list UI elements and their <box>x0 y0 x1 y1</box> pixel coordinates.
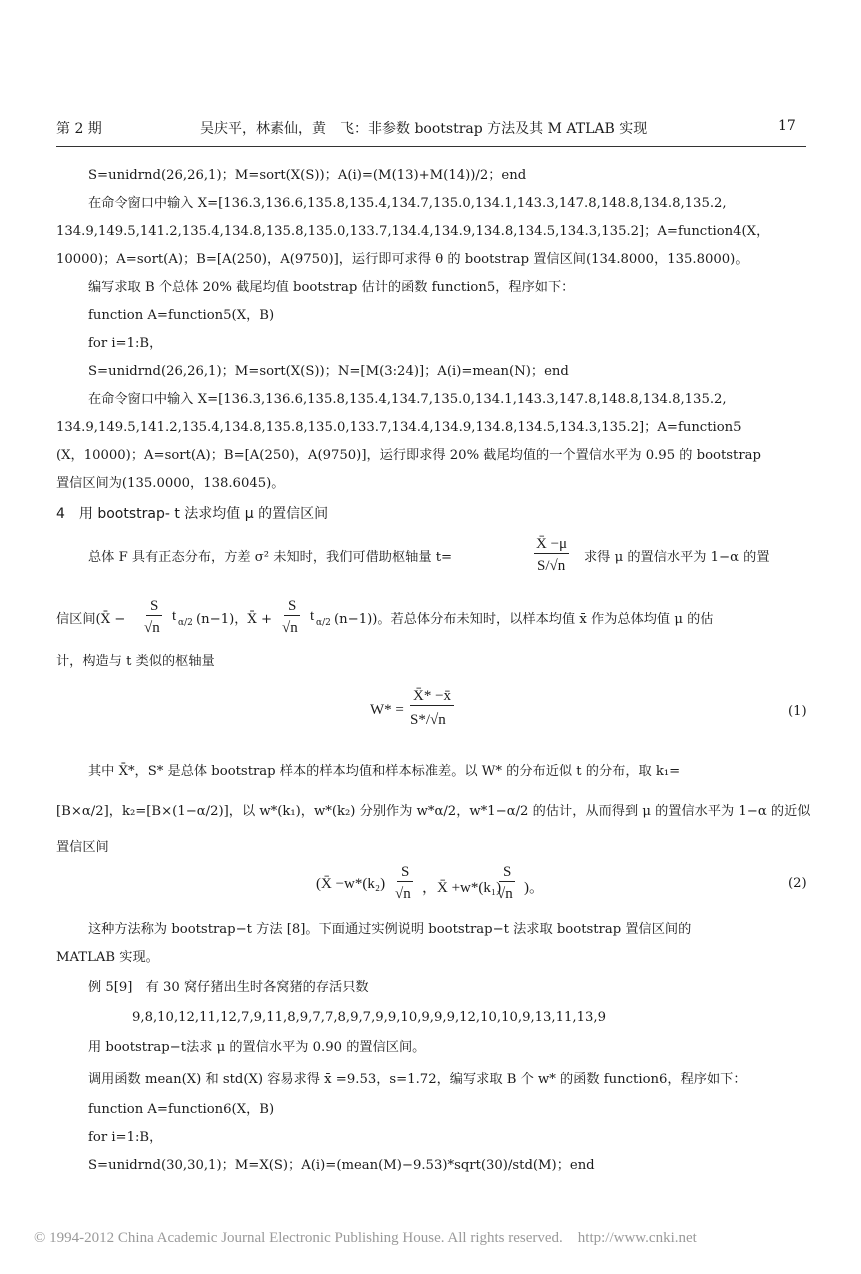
example-heading: 例 5[9] 有 30 窝仔猪出生时各窝猪的存活只数 <box>88 980 369 995</box>
running-title: 吴庆平，林素仙，黄 飞：非参数 bootstrap 方法及其 M ATLAB 实现 <box>200 121 648 137</box>
frac-den: √n <box>395 886 411 902</box>
code-line: for i=1:B， <box>88 336 163 351</box>
frac-den: √n <box>282 620 298 636</box>
paragraph-line: (X，10000)；A=sort(A)；B=[A(250)，A(9750)]，运行即求得 20% 截尾均值的一个置信水平为 0.95 的 bootstrap <box>56 448 761 463</box>
frac-num: S <box>397 864 413 882</box>
paragraph-line: 134.9,149.5,141.2,135.4,134.8,135.8,135.0,133.7,134.4,134.9,134.8,134.5,134.3,135.2]；A=function5 <box>56 420 742 435</box>
frac-num: S <box>284 598 300 616</box>
paragraph-line: 计，构造与 t 类似的枢轴量 <box>56 654 215 669</box>
code-line: function A=function5(X，B) <box>88 308 275 323</box>
eq1-lhs: W* = <box>370 702 404 718</box>
t-symbol: t <box>172 608 177 624</box>
paragraph-line: 编写求取 B 个总体 20% 截尾均值 bootstrap 估计的函数 function5，程序如下： <box>88 280 575 295</box>
paragraph-line: [B×α/2]，k₂=[B×(1−α/2)]，以 w*(k₁)，w*(k₂) 分别作为 w*α/2，w*1−α/2 的估计，从而得到 μ 的置信水平为 1−α 的近似 <box>56 804 811 819</box>
page-number: 17 <box>778 118 796 134</box>
code-line: for i=1:B， <box>88 1130 163 1145</box>
eq2-number: (2) <box>788 876 807 891</box>
code-line: S=unidrnd(30,30,1)；M=X(S)；A(i)=(mean(M)−9.53)*sqrt(30)/std(M)；end <box>88 1158 595 1173</box>
data-list: 9,8,10,12,11,12,7,9,11,8,9,7,7,8,9,7,9,9,10,9,9,9,12,10,10,9,13,11,13,9 <box>132 1010 606 1025</box>
paragraph-line: 这种方法称为 bootstrap−t 方法 [8]。下面通过实例说明 bootstrap−t 法求取 bootstrap 置信区间的 <box>88 922 692 937</box>
eq2-part-b: ，X̄ +w*(k₁) <box>422 880 502 896</box>
paragraph-line: 置信区间为(135.0000，138.6045)。 <box>56 476 285 491</box>
paragraph-line: 134.9,149.5,141.2,135.4,134.8,135.8,135.0,133.7,134.4,134.9,134.8,134.5,134.3,135.2]；A=function4(X， <box>56 224 770 239</box>
paragraph-line: 信区间(X̄ − <box>56 612 126 627</box>
eq2-part-a: (X̄ −w*(k₂) <box>316 876 386 892</box>
eq2-part-c: )。 <box>524 880 544 896</box>
paragraph-line: (n−1))。若总体分布未知时，以样本均值 x̄ 作为总体均值 μ 的估 <box>334 612 714 627</box>
paragraph-line: 在命令窗口中输入 X=[136.3,136.6,135.8,135.4,134.7,135.0,134.1,143.3,147.8,148.8,134.8,135.2, <box>88 392 727 407</box>
pivot-numerator: X̄ −μ <box>536 536 568 552</box>
t-subscript: α/2 <box>316 618 331 628</box>
paragraph-line: MATLAB 实现。 <box>56 950 159 965</box>
eq1-numerator: X̄* −x̄ <box>410 688 454 706</box>
frac-num: S <box>146 598 162 616</box>
issue-label: 第 2 期 <box>56 121 102 137</box>
t-symbol: t <box>310 608 315 624</box>
paragraph-line: 求得 μ 的置信水平为 1−α 的置 <box>584 550 770 565</box>
frac-den: √n <box>497 886 513 902</box>
eq1-denominator: S*/√n <box>410 712 446 728</box>
code-line: S=unidrnd(26,26,1)；M=sort(X(S))；A(i)=(M(13)+M(14))/2；end <box>88 168 527 183</box>
t-subscript: α/2 <box>178 618 193 628</box>
paragraph-line: 在命令窗口中输入 X=[136.3,136.6,135.8,135.4,134.7,135.0,134.1,143.3,147.8,148.8,134.8,135.2, <box>88 196 727 211</box>
code-line: S=unidrnd(26,26,1)；M=sort(X(S))；N=[M(3:24)]；A(i)=mean(N)；end <box>88 364 569 379</box>
paragraph-line: 10000)；A=sort(A)；B=[A(250)，A(9750)]，运行即可求得 θ 的 bootstrap 置信区间(134.8000，135.8000)。 <box>56 252 749 267</box>
section-heading: 4 用 bootstrap- t 法求均值 μ 的置信区间 <box>56 506 329 522</box>
paragraph-line: (n−1)，X̄ + <box>196 612 273 627</box>
pivot-denominator: S/√n <box>537 558 566 574</box>
paragraph-line: 其中 X̄*，S* 是总体 bootstrap 样本的样本均值和样本标准差。以 W* 的分布近似 t 的分布，取 k₁= <box>88 764 681 779</box>
frac-num: S <box>499 864 515 882</box>
paragraph-line: 总体 F 具有正态分布，方差 σ² 未知时，我们可借助枢轴量 t= <box>88 550 453 565</box>
paragraph-line: 置信区间 <box>56 840 109 855</box>
code-line: function A=function6(X，B) <box>88 1102 275 1117</box>
eq1-number: (1) <box>788 704 807 719</box>
header-rule <box>56 146 806 147</box>
paragraph-line: 用 bootstrap−t法求 μ 的置信水平为 0.90 的置信区间。 <box>88 1040 426 1055</box>
frac-den: √n <box>144 620 160 636</box>
paragraph-line: 调用函数 mean(X) 和 std(X) 容易求得 x̄ =9.53，s=1.72，编写求取 B 个 w* 的函数 function6，程序如下： <box>88 1072 747 1087</box>
copyright-footer: © 1994-2012 China Academic Journal Electronic Publishing House. All rights reserved. http://www.cnki.net <box>34 1230 697 1246</box>
